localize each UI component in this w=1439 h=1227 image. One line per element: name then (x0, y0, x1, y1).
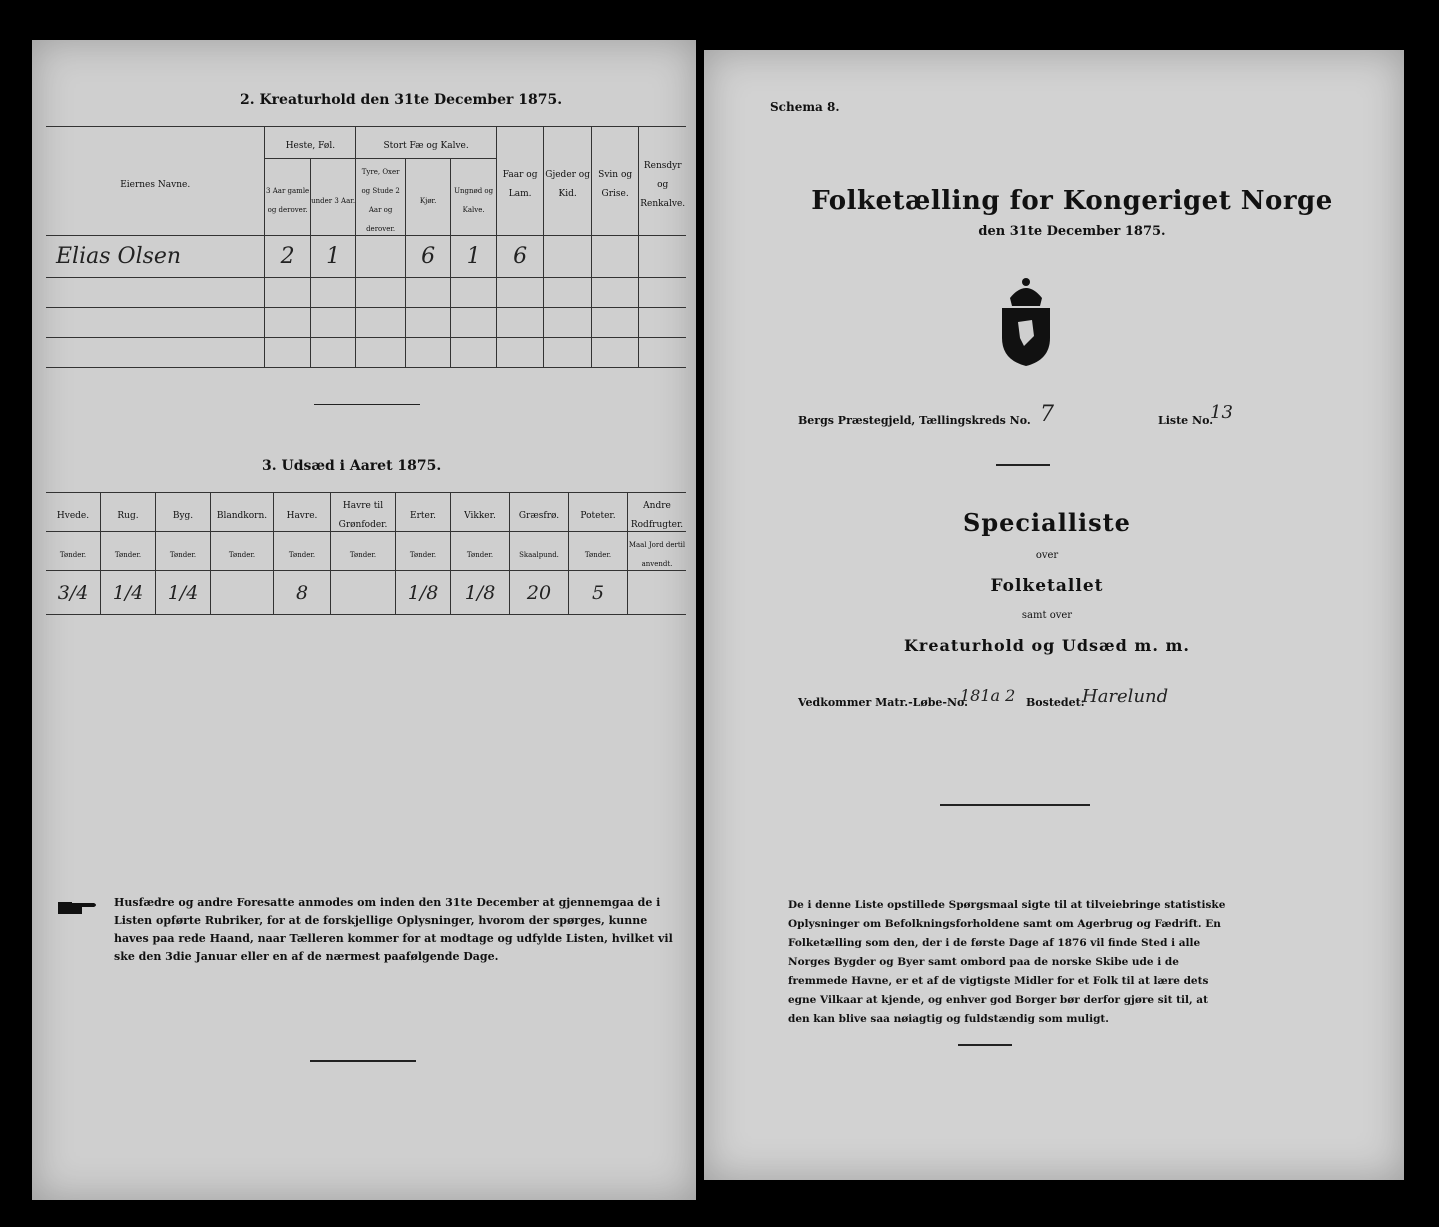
section2-title: 2. Kreaturhold den 31te December 1875. (240, 92, 563, 108)
crop-name: Hvede. (56, 510, 90, 521)
section3-title: 3. Udsæd i Aaret 1875. (262, 458, 442, 474)
crop-unit: Tønder. (409, 550, 437, 559)
liste-no: 13 (1210, 402, 1233, 423)
over-label: over (1035, 550, 1059, 561)
col-svin: Svin og Grise. (598, 170, 633, 199)
crop-name: Poteter. (580, 510, 616, 521)
crop-name: Erter. (410, 510, 436, 521)
sub-heste-under: under 3 Aar. (311, 196, 356, 205)
cell-heste-3aar: 2 (280, 244, 295, 269)
divider (958, 1044, 1012, 1046)
table-row (46, 278, 686, 308)
table-row (46, 308, 686, 338)
col-owner: Eiernes Navne. (120, 179, 191, 190)
crop-name: Blandkorn. (216, 510, 268, 521)
crop-unit: Tønder. (584, 550, 612, 559)
bostedet-value: Harelund (1082, 686, 1169, 707)
divider (996, 464, 1050, 466)
crop-name: Andre Rodfrugter. (630, 501, 684, 530)
crop-unit: Tønder. (169, 550, 197, 559)
crop-name: Rug. (117, 510, 139, 521)
cell-faar: 6 (513, 244, 528, 269)
samt-over-label: samt over (1021, 610, 1073, 621)
left-page (32, 40, 696, 1200)
col-faar: Faar og Lam. (502, 170, 538, 199)
specialliste-heading: Specialliste (963, 508, 1131, 537)
folketallet-heading: Folketallet (990, 576, 1104, 596)
crop-unit: Tønder. (288, 550, 316, 559)
sub-kjor: Kjør. (419, 196, 437, 205)
bostedet-label: Bostedet: (1026, 696, 1085, 709)
cell-heste-under: 1 (326, 244, 341, 269)
prestegjeld-label: Bergs Præstegjeld, Tællingskreds No. (798, 414, 1031, 427)
crop-name: Græsfrø. (518, 510, 560, 521)
crop-unit: Tønder. (228, 550, 256, 559)
kreds-no: 7 (1040, 402, 1054, 427)
crop-name: Havre til Grønfoder. (338, 501, 388, 530)
crop-unit: Tønder. (349, 550, 377, 559)
matr-label: Vedkommer Matr.-Løbe-No. (798, 696, 968, 709)
sub-ungnod: Ungnød og Kalve. (454, 187, 494, 214)
matr-no: 181a 2 (960, 686, 1016, 705)
crop-value: 3/4 (57, 581, 89, 604)
divider (310, 1060, 416, 1062)
page-title: Folketælling for Kongeriget Norge (811, 186, 1333, 216)
crops-table (46, 492, 686, 615)
crop-unit: Maal Jord dertil anvendt. (628, 541, 686, 568)
col-rensdyr: Rensdyr og Renkalve. (640, 160, 686, 209)
pointing-hand-icon (58, 898, 98, 918)
crop-value: 8 (295, 581, 309, 604)
col-gjeder: Gjeder og Kid. (545, 170, 590, 199)
crop-unit: Tønder. (114, 550, 142, 559)
divider (314, 404, 420, 405)
liste-label: Liste No. (1158, 414, 1214, 427)
crop-value: 5 (591, 581, 605, 604)
cell-ungnod: 1 (466, 244, 481, 269)
schema-label: Schema 8. (770, 100, 840, 114)
crop-value: 1/8 (407, 581, 439, 604)
divider (940, 804, 1090, 806)
crop-value: 1/4 (112, 581, 144, 604)
crop-unit: Tønder. (466, 550, 494, 559)
crop-name: Vikker. (464, 510, 496, 521)
kreaturhold-heading: Kreaturhold og Udsæd m. m. (904, 636, 1190, 655)
crop-value: 1/4 (167, 581, 199, 604)
owner-name: Elias Olsen (56, 244, 182, 269)
coat-of-arms-icon (996, 276, 1056, 368)
livestock-table (46, 126, 686, 368)
crop-value: 20 (526, 581, 552, 604)
col-heste: Heste, Føl. (285, 141, 336, 151)
sub-heste-3aar: 3 Aar gamle og derover. (266, 187, 310, 214)
cell-kjor: 6 (421, 244, 436, 269)
crop-name: Havre. (286, 510, 318, 521)
info-text: De i denne Liste opstillede Spørgsmaal sigte til at tilveiebringe statistiske Oplysninger om Befolkningsforholdene samt om Agerbrug og Fædrift. En Folketælling som den, der i de første Dage af 1876 vil finde Sted i alle Norges Bygder og Byer samt ombord paa de norske Skibe ude i de fremmede Havne, er et af de vigtigste Midler for et Folk til at lære dets egne Vilkaar at kjende, og enhver god Borger bør derfor gjøre sit til, at den kan blive saa nøiagtig og fuldstændig som muligt. (788, 899, 1226, 1025)
crop-value: 1/8 (464, 581, 496, 604)
crop-unit: Tønder. (59, 550, 87, 559)
table-row (46, 338, 686, 368)
col-stort-fae: Stort Fæ og Kalve. (383, 141, 469, 151)
crop-name: Byg. (172, 510, 194, 521)
right-page (704, 50, 1404, 1180)
crop-unit: Skaalpund. (519, 550, 559, 559)
page-subtitle: den 31te December 1875. (978, 224, 1166, 239)
sub-tyre: Tyre, Oxer og Stude 2 Aar og derover. (361, 168, 400, 233)
table-row (46, 571, 686, 615)
table-row (46, 236, 686, 278)
notice-text: Husfædre og andre Foresatte anmodes om inden den 31te December at gjennemgaa de i Listen opførte Rubriker, for at de forskjellige Oplysninger, hvorom der spørges, kunne haves paa rede Haand, naar Tælleren kommer for at modtage og udfylde Listen, hvilket vil ske den 3die Januar eller en af de nærmest paafølgende Dage. (114, 896, 673, 963)
